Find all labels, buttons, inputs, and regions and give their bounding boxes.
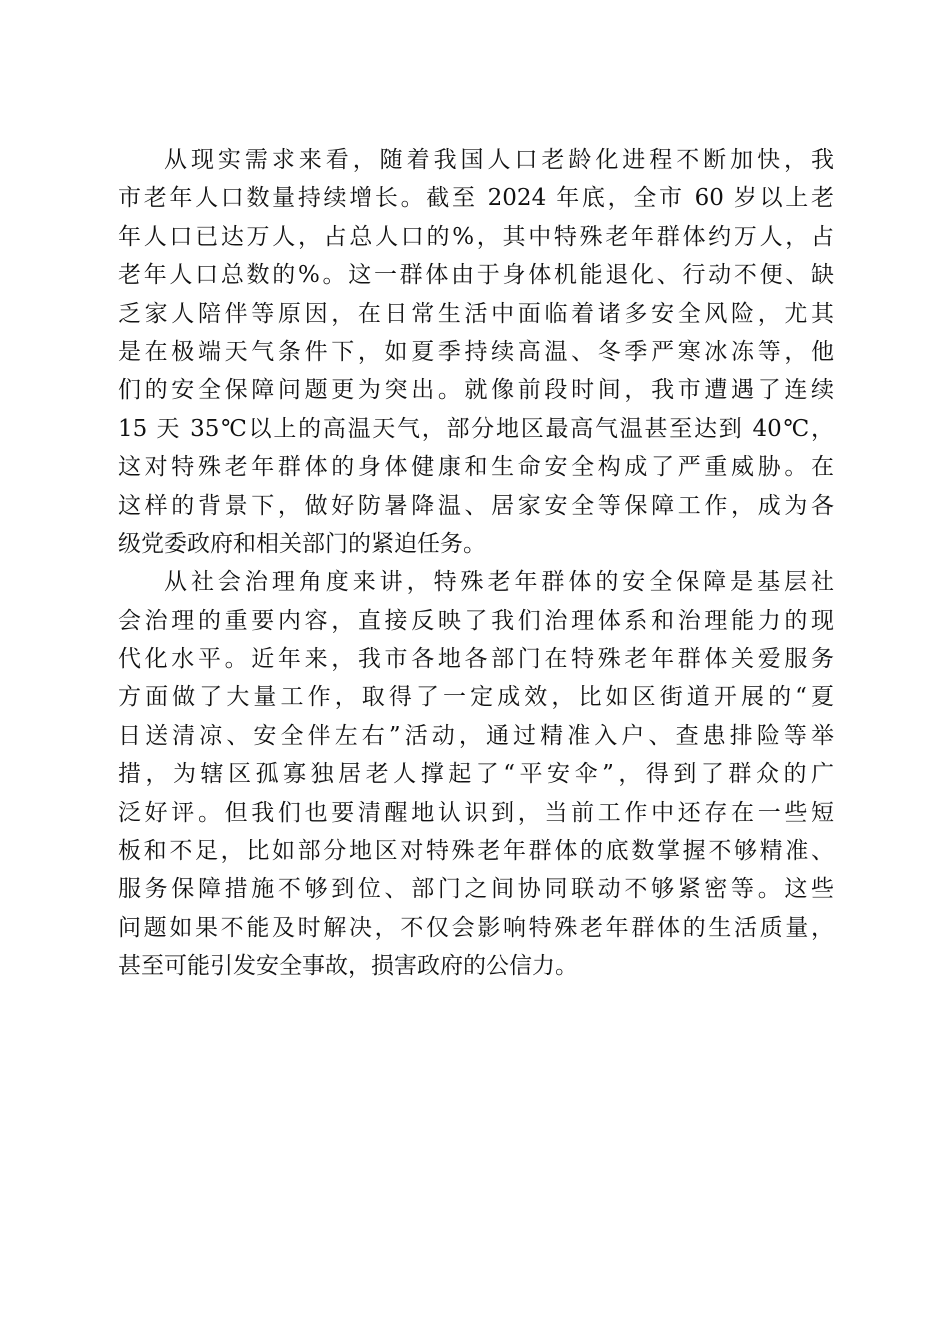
paragraph-line: 从社会治理角度来讲，特殊老年群体的安全保障是基层社 — [164, 569, 834, 596]
paragraph-line: 问题如果不能及时解决，不仅会影响特殊老年群体的生活质量， — [118, 914, 834, 941]
paragraph-line: 老年人口总数的%。这一群体由于身体机能退化、行动不便、缺 — [118, 262, 834, 289]
paragraph-line: 乏家人陪伴等原因，在日常生活中面临着诸多安全风险，尤其 — [118, 300, 834, 327]
paragraph-line: 泛好评。但我们也要清醒地认识到，当前工作中还存在一些短 — [118, 799, 834, 826]
paragraph-line: 是在极端天气条件下，如夏季持续高温、冬季严寒冰冻等，他 — [118, 338, 834, 365]
paragraph-line: 15 天 35℃以上的高温天气，部分地区最高气温甚至达到 40℃， — [118, 415, 834, 442]
paragraph-line: 从现实需求来看，随着我国人口老龄化进程不断加快，我 — [164, 147, 834, 173]
paragraph-line: 市老年人口数量持续增长。截至 2024 年底，全市 60 岁以上老 — [118, 185, 834, 212]
paragraph-line: 这对特殊老年群体的身体健康和生命安全构成了严重威胁。在 — [118, 454, 834, 481]
paragraph-line: 年人口已达万人，占总人口的%，其中特殊老年群体约万人，占 — [118, 223, 834, 250]
paragraph-line: 代化水平。近年来，我市各地各部门在特殊老年群体关爱服务 — [118, 646, 834, 673]
paragraph-1 — [118, 141, 834, 563]
paragraph-line: 会治理的重要内容，直接反映了我们治理体系和治理能力的现 — [118, 607, 834, 634]
paragraph-line: 甚至可能引发安全事故，损害政府的公信力。 — [118, 953, 578, 980]
paragraph-line: 日送清凉、安全伴左右”活动，通过精准入户、查患排险等举 — [118, 722, 834, 749]
paragraph-line: 措，为辖区孤寡独居老人撑起了“平安伞”，得到了群众的广 — [118, 761, 834, 788]
paragraph-line: 级党委政府和相关部门的紧迫任务。 — [118, 530, 486, 557]
paragraph-line: 服务保障措施不够到位、部门之间协同联动不够紧密等。这些 — [118, 876, 834, 903]
paragraph-line: 方面做了大量工作，取得了一定成效，比如区街道开展的“夏 — [118, 684, 834, 711]
paragraph-2 — [118, 563, 834, 985]
document-body — [118, 141, 834, 986]
paragraph-line: 们的安全保障问题更为突出。就像前段时间，我市遭遇了连续 — [118, 377, 834, 404]
paragraph-line: 这样的背景下，做好防暑降温、居家安全等保障工作，成为各 — [118, 492, 834, 519]
paragraph-line: 板和不足，比如部分地区对特殊老年群体的底数掌握不够精准、 — [118, 838, 834, 865]
